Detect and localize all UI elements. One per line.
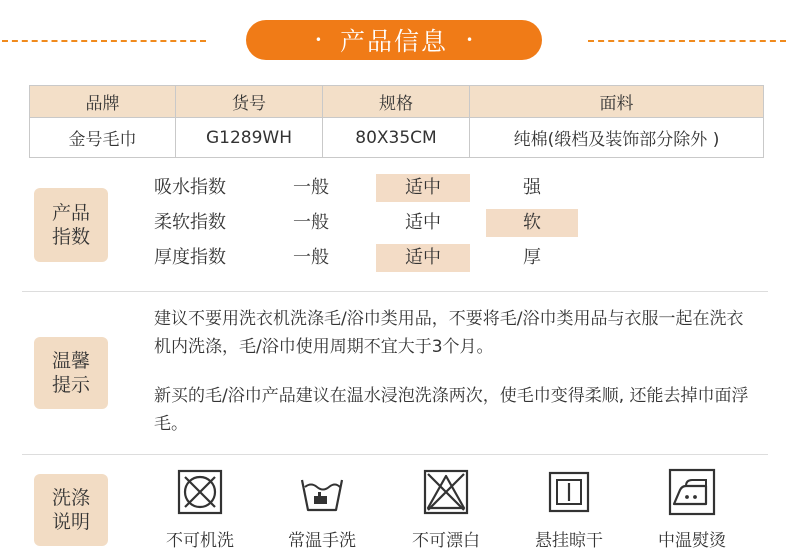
thickness-level-normal: 一般 — [293, 247, 329, 268]
cell-brand: 金号毛巾 — [30, 118, 176, 158]
thickness-label: 厚度指数 — [154, 247, 226, 268]
care-item-no-machine-wash — [150, 468, 250, 551]
no-bleach-icon — [422, 468, 470, 516]
hang-dry-icon — [545, 468, 593, 516]
table-row — [30, 118, 764, 158]
no-machine-wash-icon — [176, 468, 224, 516]
thickness-level-thick: 厚 — [523, 247, 541, 268]
iron-medium-icon — [668, 468, 716, 516]
absorbency-level-normal: 一般 — [293, 177, 329, 198]
thickness-level-medium: 适中 — [376, 244, 470, 272]
header-size: 规格 — [323, 86, 470, 118]
care-label: 不可机洗 — [166, 531, 234, 551]
care-item-no-bleach — [396, 468, 496, 551]
care-badge-line1: 洗涤 — [51, 487, 90, 509]
table-header-row — [30, 86, 764, 118]
softness-level-medium: 适中 — [405, 212, 441, 233]
absorbency-label: 吸水指数 — [154, 177, 226, 198]
care-label: 中温熨烫 — [658, 531, 726, 551]
care-item-iron-medium — [642, 468, 742, 551]
tip-paragraph-1: 建议不要用洗衣机洗涤毛/浴巾类用品，不要将毛/浴巾类用品与衣服一起在洗衣机内洗涤，毛/浴巾使用周期不宜大于3个月。 — [154, 309, 744, 357]
tip-paragraph-2: 新买的毛/浴巾产品建议在温水浸泡洗涤两次，使毛巾变得柔顺, 还能去掉巾面浮毛。 — [154, 386, 749, 434]
care-item-hand-wash — [272, 468, 372, 551]
absorbency-level-strong: 强 — [523, 177, 541, 198]
care-badge-line2: 说明 — [51, 511, 90, 533]
header-right-dashed-line — [588, 40, 786, 42]
softness-level-soft: 软 — [486, 209, 578, 237]
care-label: 悬挂晾干 — [535, 531, 603, 551]
indices-badge-line2: 指数 — [51, 226, 90, 248]
header-left-dashed-line — [2, 40, 206, 42]
title-left-dot: • — [314, 33, 322, 47]
hand-wash-icon — [298, 468, 346, 516]
care-label: 常温手洗 — [288, 531, 356, 551]
section-title: 产品信息 — [339, 27, 448, 56]
section-divider — [22, 291, 768, 292]
indices-badge-line1: 产品 — [51, 202, 90, 224]
header-fabric: 面料 — [470, 86, 764, 118]
care-badge — [34, 474, 108, 546]
softness-level-normal: 一般 — [293, 212, 329, 233]
cell-size: 80X35CM — [323, 118, 470, 158]
softness-label: 柔软指数 — [154, 212, 226, 233]
tips-badge-line2: 提示 — [51, 374, 90, 396]
product-info-table — [29, 85, 764, 158]
section-title-banner — [246, 20, 542, 60]
tips-badge-line1: 温馨 — [51, 350, 90, 372]
cell-item-number: G1289WH — [176, 118, 323, 158]
header-brand: 品牌 — [30, 86, 176, 118]
title-right-dot: • — [466, 33, 474, 47]
care-label: 不可漂白 — [412, 531, 480, 551]
header-item-number: 货号 — [176, 86, 323, 118]
cell-fabric: 纯棉(缎档及装饰部分除外 ) — [470, 118, 764, 158]
indices-badge — [34, 188, 108, 262]
tips-badge — [34, 337, 108, 409]
section-divider — [22, 454, 768, 455]
absorbency-level-medium: 适中 — [376, 174, 470, 202]
care-item-hang-dry — [519, 468, 619, 551]
